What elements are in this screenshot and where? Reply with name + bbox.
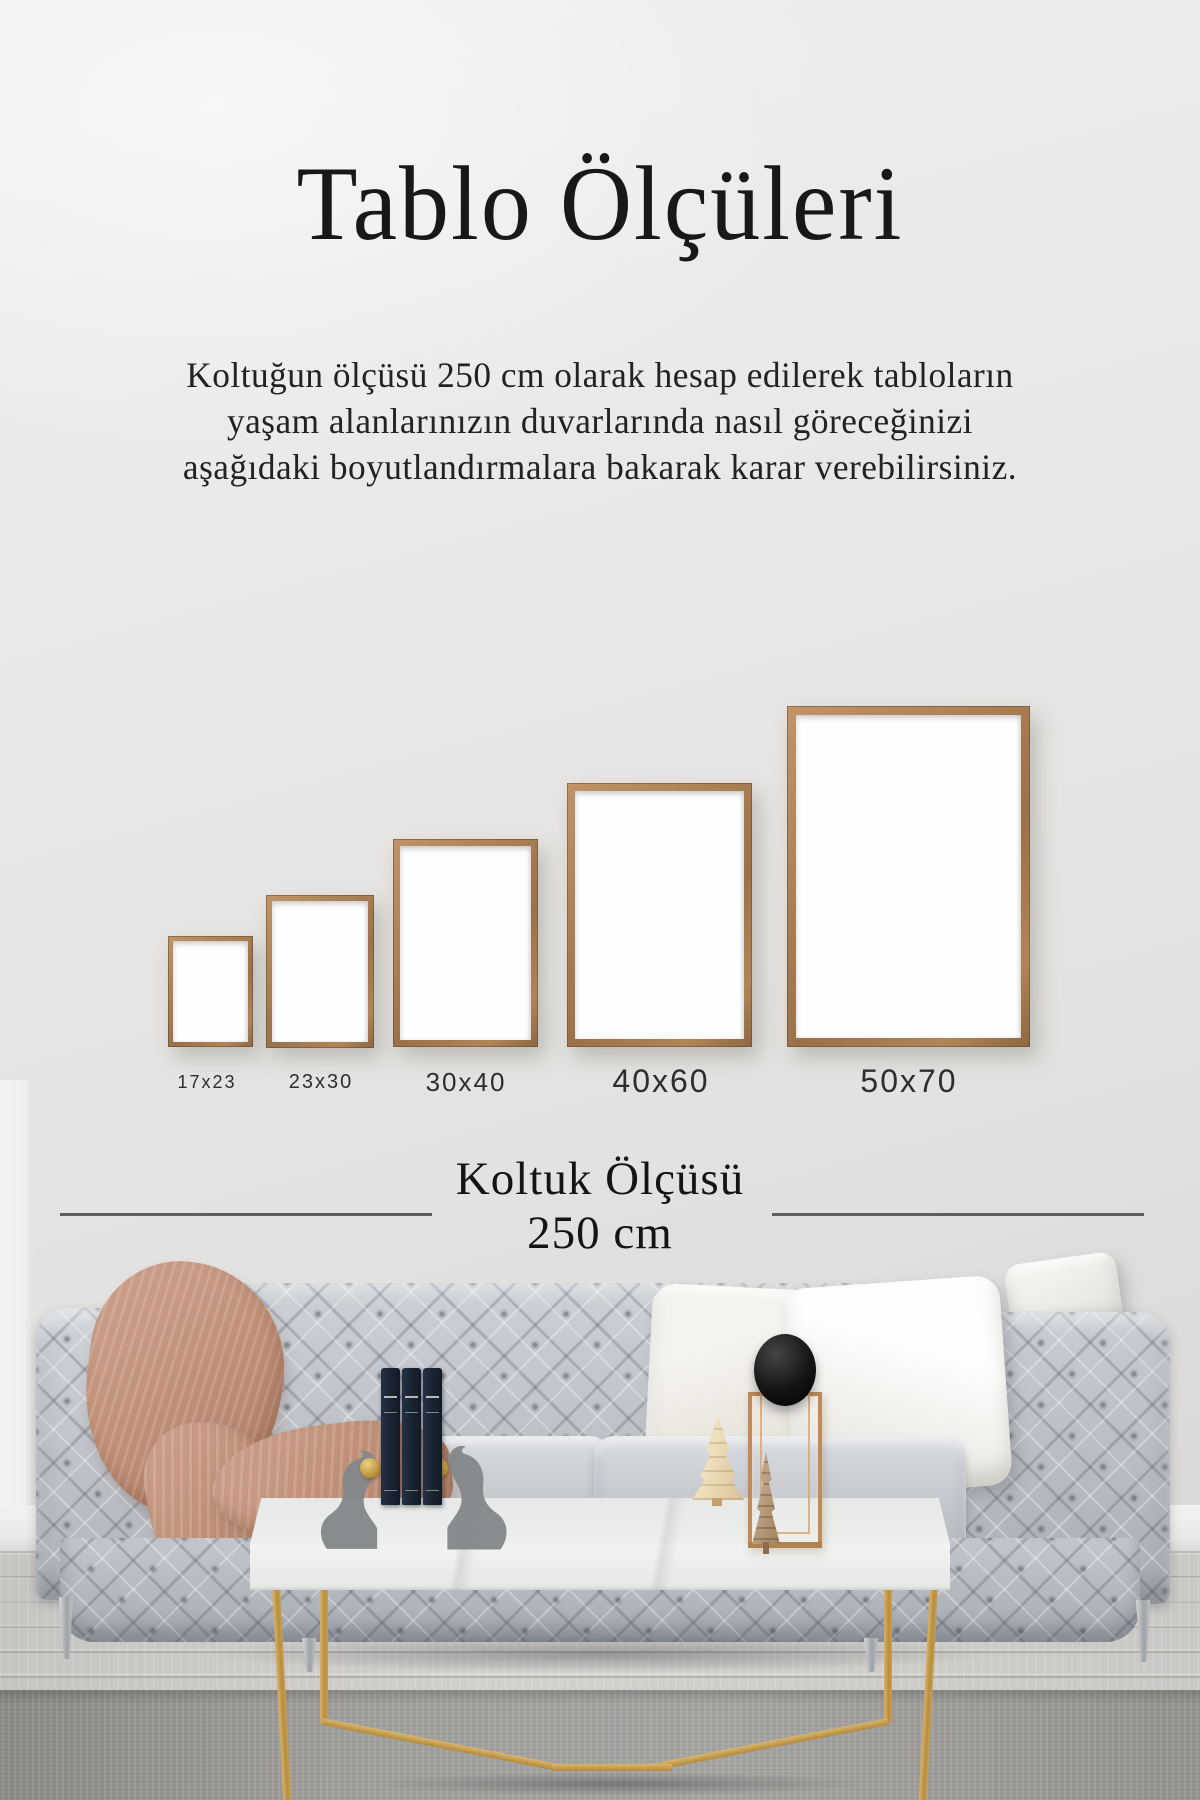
- table-rug-shadow: [290, 1768, 950, 1800]
- book-spine: [402, 1368, 421, 1505]
- sofa-floor-shadow: [50, 1628, 1150, 1680]
- frame-canvas: [575, 791, 744, 1039]
- size-frame-23x30: [266, 895, 374, 1048]
- wooden-tree-trunk: [712, 1498, 722, 1506]
- intro-text: [51, 352, 1149, 490]
- intro-line-1: Koltuğun ölçüsü 250 cm olarak hesap edilerek tabloların: [186, 355, 1014, 395]
- table-brace-center: [552, 1764, 672, 1771]
- book-spine: [423, 1368, 442, 1505]
- frame-canvas: [173, 941, 248, 1042]
- black-sphere-decor: [754, 1334, 816, 1406]
- frame-size-label: 23x30: [288, 1071, 354, 1093]
- size-frame-17x23: [168, 936, 253, 1047]
- slim-tree-trunk: [763, 1542, 769, 1554]
- page-title: Tablo Ölçüleri: [296, 144, 904, 263]
- frame-canvas: [272, 901, 368, 1042]
- wall-corner-panel: [0, 1080, 34, 1555]
- frame-size-label: 17x23: [177, 1072, 237, 1092]
- intro-line-3: aşağıdaki boyutlandırmalara bakarak karar verebilirsiniz.: [182, 447, 1018, 487]
- frame-canvas: [400, 846, 531, 1040]
- size-frame-40x60: [567, 783, 752, 1047]
- sofa-measure-title: Koltuk Ölçüsü: [455, 1153, 745, 1205]
- bookend-gold-ball: [360, 1458, 380, 1478]
- frame-size-label: 40x60: [612, 1063, 710, 1099]
- frame-canvas: [796, 715, 1021, 1038]
- size-frame-50x70: [787, 706, 1030, 1047]
- table-leg-back-right: [884, 1586, 892, 1722]
- bird-bookend-right-icon: [438, 1440, 516, 1556]
- intro-line-2: yaşam alanlarınızın duvarlarında nasıl göreceğinizi: [227, 401, 973, 441]
- size-frame-30x40: [393, 839, 538, 1047]
- sofa-measure-value: 250 cm: [527, 1207, 673, 1259]
- frame-size-label: 30x40: [425, 1067, 507, 1097]
- table-leg-back-left: [320, 1586, 328, 1722]
- frame-size-label: 50x70: [860, 1063, 958, 1099]
- book-spine: [381, 1368, 400, 1505]
